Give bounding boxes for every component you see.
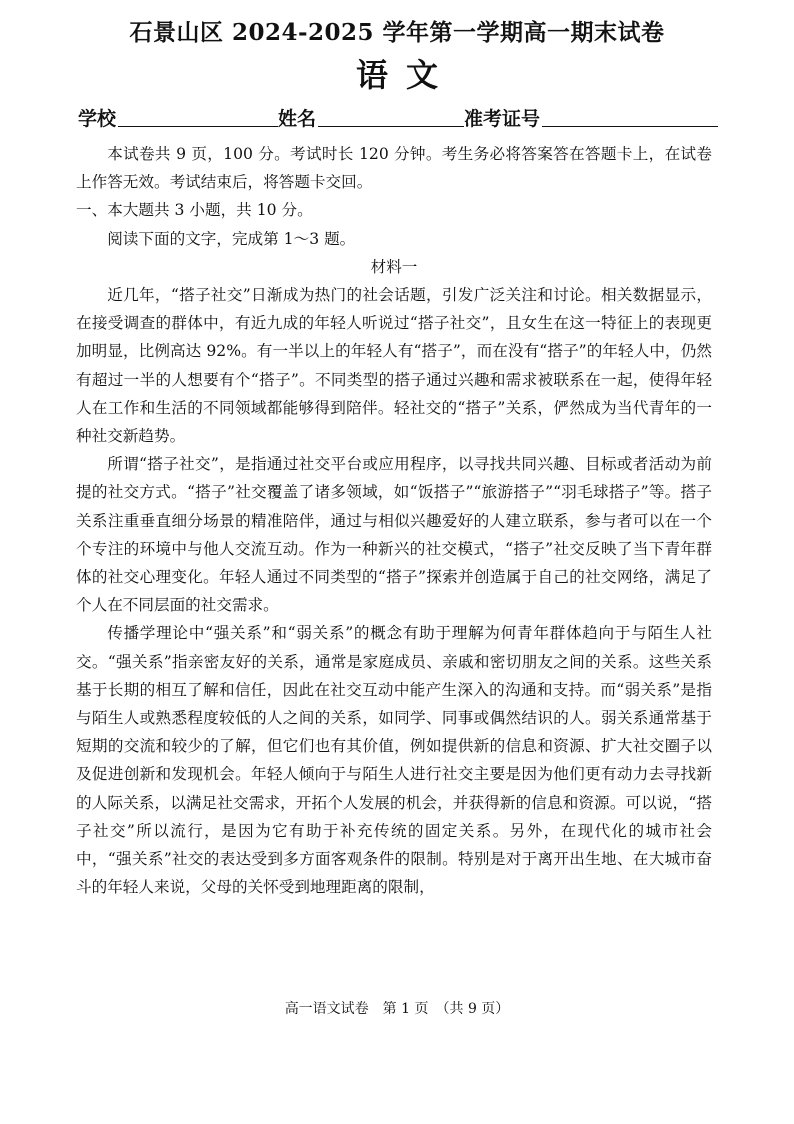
paragraph: 近几年，“搭子社交”日渐成为热门的社会话题，引发广泛关注和讨论。相关数据显示，在接受调查的群体中，有近九成的年轻人听说过“搭子社交”，且女生在这一特征上的表现更加明显，比例高达 92%。有一半以上的年轻人有“搭子”，而在没有“搭子”的年轻人中，仍然有超过一半的人想要有个“搭子”。不同类型的搭子通过兴趣和需求被联系在一起，使得年轻人在工作和生活的不同领域都能够得到陪伴。轻社交的“搭子”关系，俨然成为当代青年的一种社交新趋势。 — [76, 286, 712, 446]
material-title: 材料一 — [370, 257, 418, 276]
exam-title: 石景山区 2024-2025 学年第一学期高一期末试卷 — [129, 19, 665, 46]
section-heading: 一、本大题共 3 小题，共 10 分。 — [76, 201, 313, 220]
page-footer: 高一语文试卷 第 1 页 （共 9 页） — [284, 1001, 510, 1017]
exam-body — [76, 140, 712, 901]
exam-id-label: 准考证号 — [464, 108, 541, 130]
name-blank-line — [318, 126, 464, 127]
name-field[interactable] — [278, 104, 464, 128]
school-label: 学校 — [78, 108, 117, 130]
school-blank-line — [118, 126, 278, 127]
exam-id-blank-line — [542, 126, 718, 127]
subject-title: 语文 — [355, 56, 456, 94]
reading-prompt: 阅读下面的文字，完成第 1～3 题。 — [107, 229, 356, 248]
paragraph: 所谓“搭子社交”，是指通过社交平台或应用程序，以寻找共同兴趣、目标或者活动为前提的社交方式。“搭子”社交覆盖了诸多领域，如“饭搭子”“旅游搭子”“羽毛球搭子”等。搭子关系注重垂直细分场景的精准陪伴，通过与相似兴趣爱好的人建立联系，参与者可以在一个个专注的环境中与他人交流互动。作为一种新兴的社交模式，“搭子”社交反映了当下青年群体的社交心理变化。年轻人通过不同类型的“搭子”探索并创造属于自己的社交网络，满足了个人在不同层面的社交需求。 — [76, 455, 712, 615]
paragraph: 传播学理论中“强关系”和“弱关系”的概念有助于理解为何青年群体趋向于与陌生人社交。“强关系”指亲密友好的关系，通常是家庭成员、亲戚和密切朋友之间的关系。这些关系基于长期的相互了解和信任，因此在社交互动中能产生深入的沟通和支持。而“弱关系”是指与陌生人或熟悉程度较低的人之间的关系，如同学、同事或偶然结识的人。弱关系通常基于短期的交流和较少的了解，但它们也有其价值，例如提供新的信息和资源、扩大社交圈子以及促进创新和发现机会。年轻人倾向于与陌生人进行社交主要是因为他们更有动力去寻找新的人际关系，以满足社交需求，开拓个人发展的机会，并获得新的信息和资源。可以说，“搭子社交”所以流行，是因为它有助于补充传统的固定关系。另外，在现代化的城市社会中，“强关系”社交的表达受到多方面客观条件的限制。特别是对于离开出生地、在大城市奋斗的年轻人来说，父母的关怀受到地理距离的限制， — [76, 624, 712, 897]
school-field[interactable] — [78, 104, 278, 128]
name-label: 姓名 — [278, 108, 317, 130]
student-info-row — [78, 104, 718, 130]
instructions-text: 本试卷共 9 页，100 分。考试时长 120 分钟。考生务必将答案答在答题卡上，在试卷上作答无效。考试结束后，将答题卡交回。 — [76, 145, 712, 192]
exam-id-field[interactable] — [464, 104, 718, 128]
